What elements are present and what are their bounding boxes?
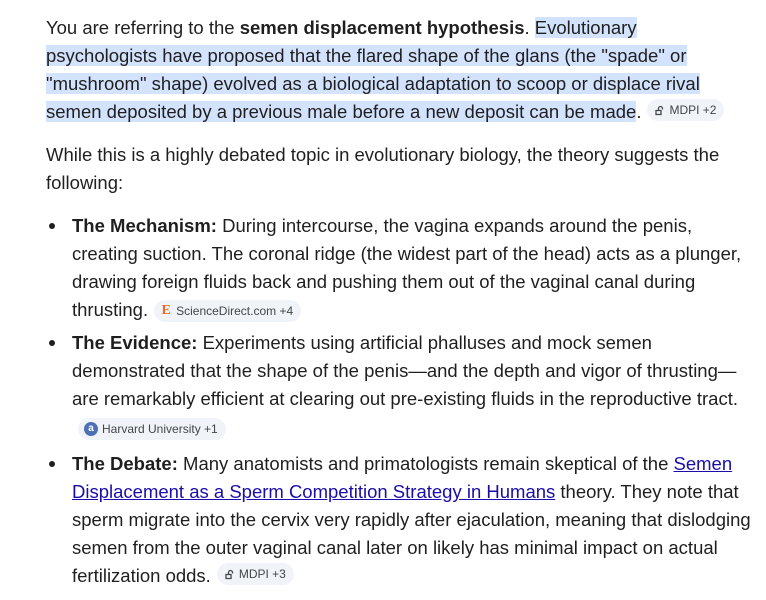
list-item-mechanism bbox=[72, 212, 752, 324]
intro-after-bold: . bbox=[524, 17, 535, 38]
list-item-debate bbox=[72, 450, 752, 590]
highlighted-text[interactable]: Evolutionary psychologists have proposed that the flared shape of the glans (the "spade" or "mushroom" shape) evolved as a biological adaptation to scoop or displace rival semen deposited by a previous male before a new deposit can be made bbox=[46, 17, 700, 122]
source-chip-label: ScienceDirect.com +4 bbox=[176, 304, 294, 318]
bullet-heading: The Evidence: bbox=[72, 332, 198, 353]
list-item-evidence bbox=[72, 329, 752, 441]
source-chip-label: MDPI +2 bbox=[669, 103, 717, 117]
link-icon bbox=[223, 568, 235, 580]
bullet-dot bbox=[49, 461, 55, 467]
bullet-dot bbox=[49, 223, 55, 229]
study-link[interactable]: Semen Displacement as a Sperm Competition Strategy in Humans bbox=[72, 453, 733, 502]
intro-paragraph bbox=[46, 14, 746, 126]
intro-end: . bbox=[636, 101, 642, 122]
intro-lead: You are referring to the bbox=[46, 17, 240, 38]
source-chip-harvard[interactable] bbox=[78, 418, 226, 440]
source-chip-sciencedirect[interactable] bbox=[154, 300, 301, 322]
source-chip-mdpi[interactable] bbox=[647, 99, 724, 121]
bullet-text-before-link: Many anatomists and primatologists remain skeptical of the bbox=[177, 453, 674, 474]
sciencedirect-icon: E bbox=[161, 303, 171, 318]
bullet-text-after-link: theory. They note that sperm migrate into the cervix very rapidly after ejaculation, meaning that dislodging semen from the outer vaginal canal later on likely has minimal impact on actual fertilization odds. bbox=[72, 481, 751, 586]
source-chip-label: Harvard University +1 bbox=[102, 422, 218, 436]
bullet-text: During intercourse, the vagina expands around the penis, creating suction. The coronal ridge (the widest part of the head) acts as a plunger, drawing foreign fluids back and pushing them out of the vaginal canal during thrusting. bbox=[72, 215, 742, 320]
bullet-heading: The Debate: bbox=[72, 453, 178, 474]
bullet-text: Experiments using artificial phalluses and mock semen demonstrated that the shape of the penis—and the depth and vigor of thrusting—are remarkably efficient at clearing out pre-existing fluids in the reproductive tract. bbox=[72, 332, 738, 409]
source-chip-label: MDPI +3 bbox=[238, 567, 286, 581]
context-paragraph: While this is a highly debated topic in evolutionary biology, the theory suggests the following: bbox=[46, 144, 720, 193]
bullet-heading: The Mechanism: bbox=[72, 215, 217, 236]
source-chip-mdpi[interactable] bbox=[217, 563, 294, 585]
bullet-dot bbox=[49, 340, 55, 346]
link-icon bbox=[653, 104, 665, 116]
hypothesis-name: semen displacement hypothesis bbox=[239, 17, 525, 38]
harvard-icon: a bbox=[84, 422, 98, 436]
